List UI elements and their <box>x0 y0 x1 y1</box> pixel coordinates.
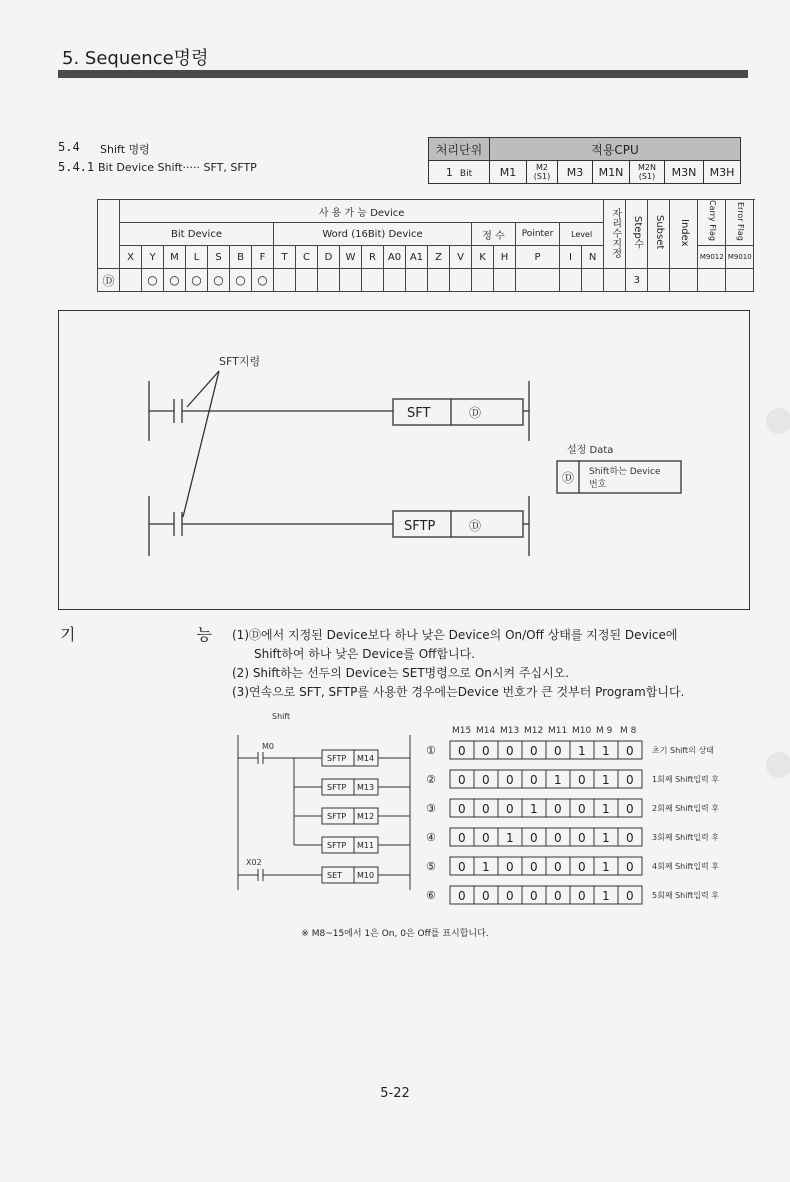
setting-title: 설정 Data <box>567 445 614 456</box>
unit-header: 처리단위 <box>429 138 490 161</box>
pointer-header: Pointer <box>516 223 560 246</box>
bit-value: 0 <box>458 744 466 758</box>
bit-header: M10 <box>572 726 592 736</box>
row-number: ③ <box>426 802 436 815</box>
ladder-diagram-frame <box>58 310 750 610</box>
row-label: Ⓓ <box>98 269 120 292</box>
ladder-dev: M14 <box>357 754 375 763</box>
ladder-cmd: SFTP <box>327 812 347 821</box>
cpu-m3: M3 <box>558 161 593 184</box>
col-f: F <box>252 246 274 269</box>
bit-value: 0 <box>530 831 538 845</box>
bit-value: 0 <box>530 860 538 874</box>
col-p: P <box>516 246 560 269</box>
function-line-3: (3)연속으로 SFT, SFTP를 사용한 경우에는Device 번호가 큰 것부터 Program합니다. <box>232 685 685 699</box>
row-desc: 4회째 Shift입력 후 <box>652 862 719 871</box>
bit-value: 0 <box>458 889 466 903</box>
row-desc: 3회째 Shift입력 후 <box>652 833 719 842</box>
mark-s: ○ <box>208 269 230 292</box>
bit-value: 1 <box>554 773 562 787</box>
row-desc: 1회째 Shift입력 후 <box>652 775 719 784</box>
col-z: Z <box>428 246 450 269</box>
setting-desc-1: Shift하는 Device <box>589 467 661 477</box>
page-number: 5-22 <box>380 1086 410 1101</box>
bit-value: 0 <box>482 744 490 758</box>
unit-cell <box>429 161 490 184</box>
col-a1: A1 <box>406 246 428 269</box>
sftp-operand: Ⓓ <box>469 519 482 533</box>
usable-header: 사 용 가 능 Device <box>120 200 604 223</box>
bit-value: 1 <box>530 802 538 816</box>
sft-instruction: SFT <box>407 406 431 421</box>
mark-l: ○ <box>186 269 208 292</box>
steps-label: Step수 <box>631 216 643 249</box>
row-desc: 2회째 Shift입력 후 <box>652 804 719 813</box>
bit-value: 0 <box>482 831 490 845</box>
bit-value: 0 <box>530 773 538 787</box>
step-value: 3 <box>626 269 648 292</box>
bit-value: 0 <box>482 773 490 787</box>
bit-value: 0 <box>458 860 466 874</box>
cpu-m3h: M3H <box>704 161 741 184</box>
bit-value: 1 <box>602 773 610 787</box>
bit-header: M12 <box>524 726 544 736</box>
bit-value: 1 <box>602 860 610 874</box>
col-i: I <box>560 246 582 269</box>
setting-symbol: Ⓓ <box>562 471 575 485</box>
bit-value: 0 <box>626 773 634 787</box>
device-table <box>97 199 754 292</box>
m0-label: M0 <box>262 742 274 751</box>
row-number: ④ <box>426 831 436 844</box>
bit-header: M15 <box>452 726 472 736</box>
sftp-instruction: SFTP <box>404 519 436 534</box>
col-m: M <box>164 246 186 269</box>
footnote: ※ M8~15에서 1은 On, 0은 Off를 표시합니다. <box>301 929 489 939</box>
col-x: X <box>120 246 142 269</box>
bit-header: M14 <box>476 726 496 736</box>
bit-value: 1 <box>602 889 610 903</box>
row-number: ② <box>426 773 436 786</box>
corner-cell <box>98 200 120 269</box>
subset-header <box>648 200 670 269</box>
bit-value: 0 <box>554 889 562 903</box>
col-r: R <box>362 246 384 269</box>
carry-label: Carry Flag <box>707 200 717 242</box>
carry-header <box>698 200 726 246</box>
binder-hole <box>766 752 790 778</box>
subset-label: Subset <box>653 215 665 250</box>
ladder-cmd: SET <box>327 871 343 880</box>
chapter-divider <box>58 70 748 78</box>
bit-value: 0 <box>458 773 466 787</box>
function-line-1b: Shift하여 하나 낮은 Device를 Off합니다. <box>254 647 476 661</box>
digits-header <box>604 200 626 269</box>
cpu-m2-label: M2 <box>536 163 548 172</box>
bit-value: 0 <box>578 831 586 845</box>
shift-label: Shift <box>272 712 291 721</box>
ladder-dev: M13 <box>357 783 375 792</box>
subsection-number: 5.4.1 <box>58 160 95 174</box>
bit-value: 0 <box>578 860 586 874</box>
subsection-title: Bit Device Shift····· SFT, SFTP <box>98 161 257 174</box>
col-h: H <box>494 246 516 269</box>
bit-value: 0 <box>482 802 490 816</box>
mark-y: ○ <box>142 269 164 292</box>
bit-value: 1 <box>482 860 490 874</box>
bit-value: 0 <box>506 802 514 816</box>
col-m9012: M9012 <box>698 246 726 269</box>
ladder-diagram <box>59 311 749 609</box>
bit-value: 0 <box>554 860 562 874</box>
bit-value: 1 <box>506 831 514 845</box>
ladder-cmd: SFTP <box>327 841 347 850</box>
level-header: Level <box>560 223 604 246</box>
bit-header: M 9 <box>596 726 613 736</box>
bit-value: 0 <box>506 744 514 758</box>
ladder-dev: M10 <box>357 871 375 880</box>
col-w: W <box>340 246 362 269</box>
unit-value: 1 <box>445 165 453 179</box>
index-label: Index <box>678 218 690 247</box>
bit-value: 0 <box>626 802 634 816</box>
cpu-m2n-sub: (S1) <box>638 172 656 181</box>
bit-value: 0 <box>626 744 634 758</box>
row-number: ⑥ <box>426 889 436 902</box>
bit-header: M 8 <box>620 726 637 736</box>
bit-value: 1 <box>578 744 586 758</box>
bit-value: 0 <box>458 802 466 816</box>
cpu-m2-sub: (S1) <box>533 172 551 181</box>
x02-label: X02 <box>246 858 262 867</box>
cpu-m2n <box>630 161 665 184</box>
shift-example <box>230 705 750 905</box>
bit-value: 0 <box>458 831 466 845</box>
col-k: K <box>472 246 494 269</box>
section-title: Shift 명령 <box>100 143 150 156</box>
row-number: ① <box>426 744 436 757</box>
bit-value: 0 <box>554 831 562 845</box>
ladder-cmd: SFTP <box>327 754 347 763</box>
bit-value: 0 <box>626 889 634 903</box>
bit-value: 1 <box>602 831 610 845</box>
col-d: D <box>318 246 340 269</box>
bit-value: 0 <box>482 889 490 903</box>
col-b: B <box>230 246 252 269</box>
function-label: 기 능 <box>60 625 270 644</box>
bit-value: 0 <box>530 889 538 903</box>
setting-desc-2: 번호 <box>589 480 607 490</box>
cpu-m2 <box>527 161 558 184</box>
col-s: S <box>208 246 230 269</box>
col-a0: A0 <box>384 246 406 269</box>
bit-value: 0 <box>554 802 562 816</box>
bit-value: 0 <box>626 860 634 874</box>
ladder-cmd: SFTP <box>327 783 347 792</box>
row-desc: 5회째 Shift입력 후 <box>652 891 719 900</box>
mark-m: ○ <box>164 269 186 292</box>
function-line-1: (1)Ⓓ에서 지정된 Device보다 하나 낮은 Device의 On/Off 상태를 지정된 Device에 <box>232 628 678 642</box>
bit-value: 0 <box>578 773 586 787</box>
error-label: Error Flag <box>735 201 745 241</box>
binder-hole <box>766 408 790 434</box>
col-t: T <box>274 246 296 269</box>
sft-annotation: SFT지령 <box>219 355 261 368</box>
bit-value: 1 <box>602 744 610 758</box>
constant-header: 정 수 <box>472 223 516 246</box>
sft-operand: Ⓓ <box>469 406 482 420</box>
cpu-m1: M1 <box>490 161 527 184</box>
cpu-header: 적용CPU <box>490 138 741 161</box>
cpu-m1n: M1N <box>593 161 630 184</box>
word-device-header: Word (16Bit) Device <box>274 223 472 246</box>
cpu-m3n: M3N <box>665 161 704 184</box>
bit-value: 0 <box>506 773 514 787</box>
bit-value: 0 <box>626 831 634 845</box>
bit-value: 0 <box>530 744 538 758</box>
mark-x <box>120 269 142 292</box>
col-y: Y <box>142 246 164 269</box>
function-line-2: (2) Shift하는 선두의 Device는 SET명령으로 On시켜 주십시오. <box>232 666 570 680</box>
ladder-dev: M12 <box>357 812 375 821</box>
ladder-dev: M11 <box>357 841 375 850</box>
col-v: V <box>450 246 472 269</box>
col-l: L <box>186 246 208 269</box>
bit-value: 0 <box>554 744 562 758</box>
mark-f: ○ <box>252 269 274 292</box>
unit-name: Bit <box>459 168 473 179</box>
error-header <box>726 200 754 246</box>
cpu-table <box>428 137 741 184</box>
bit-device-header: Bit Device <box>120 223 274 246</box>
col-n: N <box>582 246 604 269</box>
bit-header: M11 <box>548 726 568 736</box>
col-c: C <box>296 246 318 269</box>
bit-header: M13 <box>500 726 520 736</box>
digits-label: 자리수지정 <box>609 207 621 258</box>
bit-value: 0 <box>506 860 514 874</box>
index-header <box>670 200 698 269</box>
row-desc: 초기 Shift의 상태 <box>652 746 714 755</box>
chapter-title: 5. Sequence명령 <box>62 48 209 69</box>
col-m9010: M9010 <box>726 246 754 269</box>
mark-b: ○ <box>230 269 252 292</box>
bit-value: 0 <box>578 889 586 903</box>
cpu-m2n-label: M2N <box>638 163 656 172</box>
bit-value: 0 <box>506 889 514 903</box>
bit-value: 0 <box>578 802 586 816</box>
section-number: 5.4 <box>58 140 80 154</box>
row-number: ⑤ <box>426 860 436 873</box>
steps-header <box>626 200 648 269</box>
bit-value: 1 <box>602 802 610 816</box>
